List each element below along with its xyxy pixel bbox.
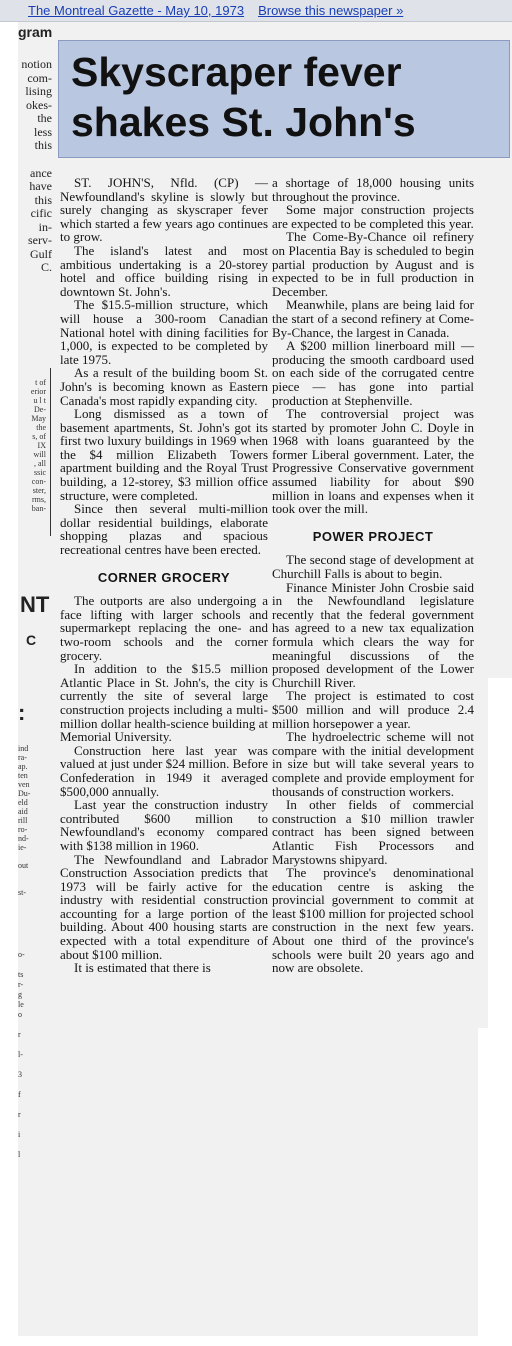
text-line bbox=[18, 1140, 32, 1150]
text-line: okes- bbox=[26, 97, 52, 112]
text-line bbox=[18, 1020, 32, 1030]
paragraph: A $200 million linerboard mill — producing the smooth cardboard used on each side of the corrugated centre piece — has gone into partial production at Stephenville. bbox=[272, 338, 474, 408]
text-line: com- bbox=[27, 70, 52, 85]
text-line: ro- bbox=[18, 825, 28, 834]
text-line: ssic bbox=[34, 468, 46, 477]
text-line bbox=[18, 870, 36, 879]
paragraph: Construction here last year was valued at just under $24 million. Before Confederation in 1949 it averaged $500,000 annually. bbox=[60, 742, 268, 799]
text-line: cific bbox=[30, 206, 52, 220]
text-line: will bbox=[33, 450, 46, 459]
text-line: ance bbox=[30, 165, 52, 180]
page-margin bbox=[478, 1028, 512, 1346]
text-line: st- bbox=[18, 888, 26, 897]
text-line bbox=[18, 879, 36, 888]
text-line: De- bbox=[34, 405, 46, 414]
text-line: Du- bbox=[18, 789, 31, 798]
text-line: r- bbox=[18, 980, 24, 989]
page-margin bbox=[488, 678, 512, 1028]
text-line: in- bbox=[38, 219, 52, 234]
article-headline bbox=[58, 40, 510, 158]
paragraph: In addition to the $15.5 million Atlantic Place in St. John's, the city is currently the site of several large construction projects including a multi-million dollar health-science building at Memorial University. bbox=[60, 661, 268, 745]
paragraph: The project is estimated to cost $500 million and will produce 2.4 million horsepower a year. bbox=[272, 688, 474, 731]
text-line: rms, bbox=[32, 495, 46, 504]
text-line: f bbox=[18, 1090, 21, 1099]
text-line: aid bbox=[18, 807, 28, 816]
article-column-1 bbox=[60, 176, 268, 975]
text-line: notion bbox=[21, 57, 52, 71]
text-line bbox=[18, 1080, 32, 1090]
text-line: the bbox=[36, 423, 46, 432]
subheading: POWER PROJECT bbox=[312, 528, 434, 544]
paragraph: Finance Minister John Crosbie said in the Newfoundland legislature recently that the federal government has agreed to a new tax equalization formula which clears the way for meaningful discussions of the proposed development of the Lower Churchill River. bbox=[272, 579, 474, 690]
paragraph: ST. JOHN'S, Nfld. (CP) — Newfoundland's skyline is slowly but surely changing as skyscraper fever which started a few years ago continues to grow. bbox=[60, 175, 268, 245]
paragraph: a shortage of 18,000 housing units throughout the province. bbox=[272, 175, 474, 204]
paragraph: The island's latest and most ambitious undertaking is a 20-storey hotel and office building rising in downtown St. John's. bbox=[60, 242, 268, 299]
text-line: ven bbox=[18, 780, 30, 789]
text-line: out bbox=[18, 861, 29, 870]
text-line: eld bbox=[18, 798, 28, 807]
adjacent-tiny-column bbox=[18, 950, 32, 1160]
text-line: o- bbox=[18, 950, 25, 959]
text-line: erior bbox=[30, 387, 46, 396]
text-line: Gulf bbox=[30, 246, 52, 261]
text-line: l- bbox=[18, 1050, 23, 1059]
text-line bbox=[18, 852, 36, 861]
text-line: s, of bbox=[32, 432, 46, 441]
text-line: C. bbox=[40, 260, 52, 274]
paragraph: Some major construction projects are expected to be completed this year. bbox=[272, 202, 474, 231]
adjacent-article-column bbox=[18, 58, 52, 275]
source-link[interactable]: The Montreal Gazette - May 10, 1973 bbox=[28, 3, 245, 18]
adjacent-tiny-column bbox=[18, 744, 36, 897]
text-line bbox=[18, 960, 32, 970]
adjacent-heading-fragment: : bbox=[18, 700, 26, 725]
paragraph: The hydroelectric scheme will not compare with the initial development in size but will take several years to complete and provide employment for thousands of construction workers. bbox=[272, 729, 474, 799]
text-line bbox=[18, 1060, 32, 1070]
adjacent-article-header: gram bbox=[18, 24, 53, 40]
text-line: r bbox=[18, 1030, 21, 1039]
text-line: ten bbox=[18, 771, 28, 780]
paragraph: The outports are also undergoing a face lifting with larger schools and supermarkept replacing the one- and two-room schools and the corner grocery. bbox=[60, 593, 268, 663]
text-line: l bbox=[18, 1150, 21, 1159]
adjacent-heading-fragment: NT bbox=[20, 592, 50, 617]
paragraph: The controversial project was started by promoter John C. Doyle in 1968 with loans guaranteed by the former Liberal government. Later, the Progressive Conservative government assumed liability for about $90 million in loans and expenses when it took over the mill. bbox=[272, 406, 474, 517]
text-line: o bbox=[18, 1010, 22, 1019]
paragraph: Since then several multi-million dollar residential buildings, elaborate shopping plazas and spacious recreational centres have been erected. bbox=[60, 501, 268, 558]
headline-line: Skyscraper fever bbox=[71, 49, 402, 95]
text-line: ap. bbox=[18, 762, 28, 771]
text-line: r bbox=[18, 1110, 21, 1119]
adjacent-heading-fragment: C bbox=[26, 632, 37, 648]
text-line: IX bbox=[37, 441, 46, 450]
adjacent-small-column bbox=[18, 378, 46, 513]
text-line: this bbox=[34, 192, 52, 207]
column-rule bbox=[50, 368, 51, 536]
text-line: ra- bbox=[18, 753, 27, 762]
browse-newspaper-link[interactable]: Browse this newspaper » bbox=[258, 3, 404, 18]
page-margin bbox=[0, 1336, 512, 1346]
text-line: nd- bbox=[18, 834, 29, 843]
paragraph: It is estimated that there is bbox=[74, 960, 211, 976]
paragraph: In other fields of commercial construction a $10 million trawler contract has been signed between Atlantic Fish Processors and Marystowns shipyard. bbox=[272, 797, 474, 867]
article-column-2 bbox=[272, 176, 474, 975]
paragraph: The province's denominational education centre is asking the provincial government to commit at least $100 million for projected school construction in the next few years. About one third of the province's schools were built 20 years ago and now are obsolete. bbox=[272, 865, 474, 976]
paragraph: Meanwhile, plans are being laid for the start of a second refinery at Come-By-Chance, the largest in Canada. bbox=[272, 297, 474, 340]
text-line: rill bbox=[18, 816, 28, 825]
paragraph: The Come-By-Chance oil refinery on Placentia Bay is scheduled to begin partial production by August and is expected to be in full production in December. bbox=[272, 229, 474, 299]
paragraph: The second stage of development at Churchill Falls is about to begin. bbox=[272, 552, 474, 582]
text-line: le bbox=[18, 1000, 24, 1009]
text-line: May bbox=[31, 414, 46, 423]
newspaper-toolbar bbox=[0, 0, 512, 22]
headline-line: shakes St. John's bbox=[71, 99, 416, 145]
paragraph: The Newfoundland and Labrador Construction Association predicts that 1973 will be fairly active for the industry with residential construction accounting for a large portion of the building. About 400 housing starts are expected with a total expenditure of about $100 million. bbox=[60, 851, 268, 962]
text-line: ind bbox=[18, 744, 29, 753]
paragraph: The $15.5-million structure, which will house a 300-room Canadian National hotel with dining facilities for 1,000, is expected to be completed by late 1975. bbox=[60, 297, 268, 367]
subheading: CORNER GROCERY bbox=[97, 569, 231, 585]
text-line: g bbox=[18, 990, 22, 999]
text-line: 3 bbox=[18, 1070, 22, 1079]
text-line: less bbox=[34, 124, 52, 139]
text-line: serv- bbox=[28, 233, 52, 247]
text-line: con- bbox=[31, 477, 46, 486]
paragraph: Long dismissed as a town of basement apartments, St. John's got its first two luxury buildings in 1969 when the $4 million Elizabeth Towers apartment building and the Royal Trust building, a 12-storey, $3 million office structure, were completed. bbox=[60, 406, 268, 503]
text-line: have bbox=[29, 179, 52, 193]
text-line bbox=[18, 1120, 32, 1130]
text-line: u l t bbox=[33, 396, 46, 405]
text-line: t of bbox=[35, 378, 46, 387]
text-line bbox=[18, 1100, 32, 1110]
paragraph: Last year the construction industry contributed $600 million to Newfoundland's economy compared with $138 million in 1960. bbox=[60, 797, 268, 853]
text-line: i bbox=[18, 1130, 21, 1139]
text-line: ts bbox=[18, 970, 24, 979]
text-line: ie- bbox=[18, 843, 27, 852]
text-line bbox=[18, 1040, 32, 1050]
text-line: lising bbox=[25, 84, 52, 98]
text-line: this bbox=[34, 138, 52, 152]
text-line: ban- bbox=[31, 504, 46, 513]
text-line: ster, bbox=[32, 486, 46, 495]
paragraph: As a result of the building boom St. John's is becoming known as Eastern Canada's most rapidly expanding city. bbox=[60, 365, 268, 408]
text-line: the bbox=[37, 111, 52, 125]
text-line: , all bbox=[34, 459, 46, 468]
